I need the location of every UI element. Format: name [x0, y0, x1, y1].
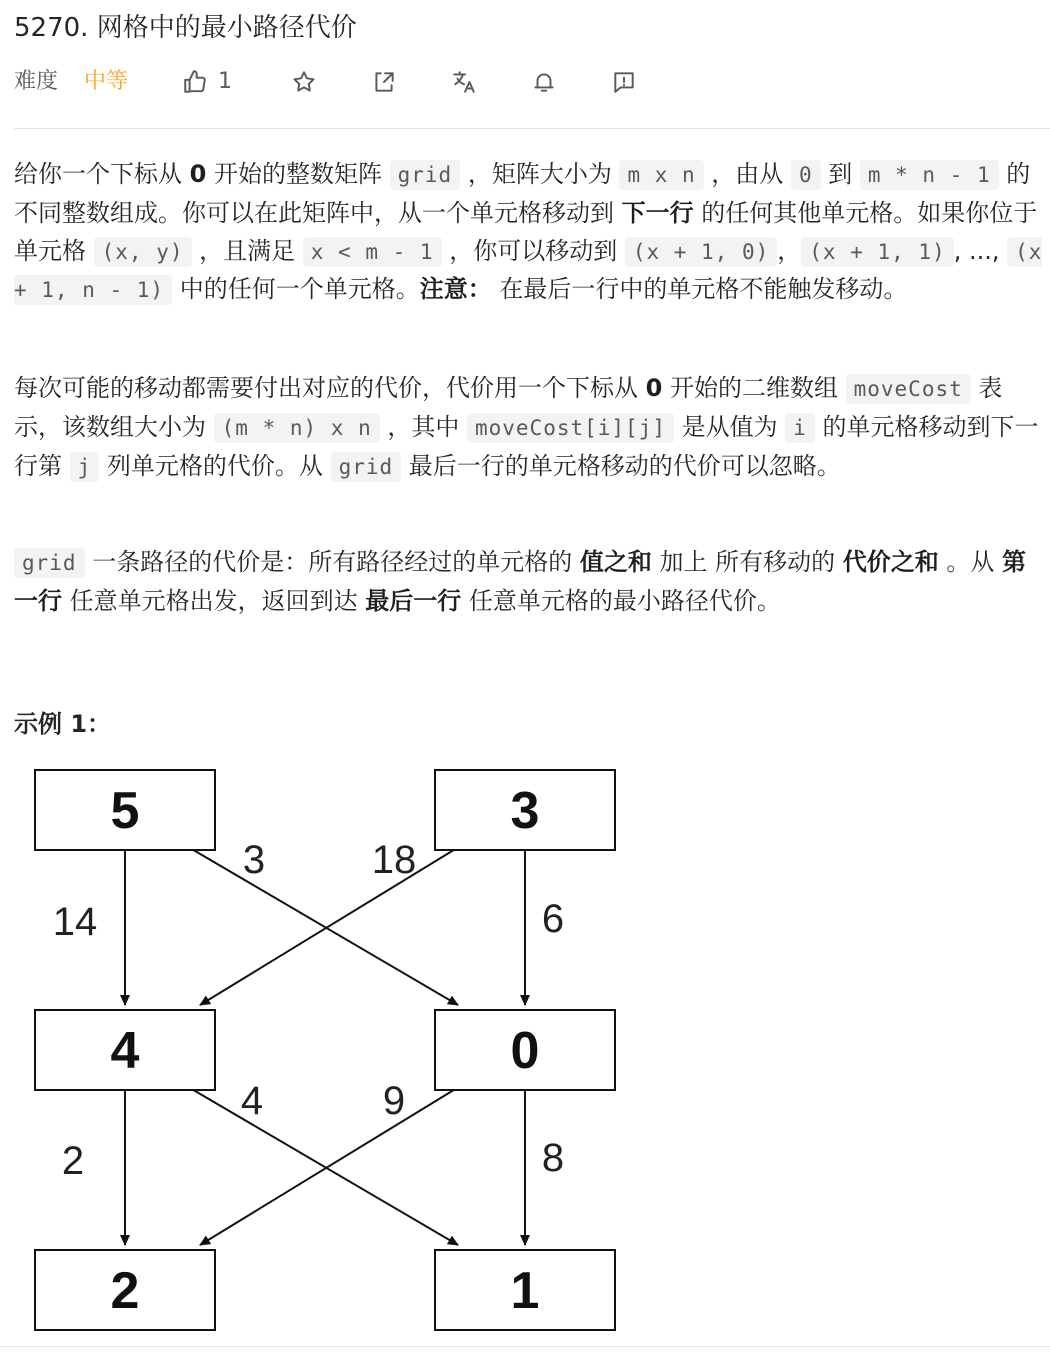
code-grid: grid [390, 160, 461, 190]
problem-meta-bar [14, 62, 654, 102]
difficulty-badge: 中等 [84, 69, 129, 94]
feedback-button[interactable] [610, 68, 638, 96]
edge-cost-label: 18 [371, 838, 417, 882]
code-movecost-ij: moveCost[i][j] [467, 413, 674, 443]
like-button[interactable] [182, 62, 232, 102]
favorite-button[interactable] [290, 68, 318, 96]
node-value: 5 [110, 782, 140, 840]
code-grid-2: grid [331, 452, 402, 482]
code-grid-3: grid [14, 548, 85, 578]
star-icon [291, 69, 317, 95]
bell-icon [531, 69, 557, 95]
edge-cost-label: 4 [240, 1079, 264, 1123]
edge-cost-label: 3 [242, 838, 266, 882]
translate-icon [451, 69, 477, 95]
code-m-x-n: m x n [619, 160, 703, 190]
edge-cost-label: 9 [382, 1079, 406, 1123]
node-value: 1 [510, 1262, 540, 1320]
code-move-1: (x + 1, 1) [801, 237, 953, 267]
code-size: (m * n) x n [214, 413, 380, 443]
bottom-divider [0, 1346, 1050, 1347]
node-value: 4 [110, 1022, 140, 1080]
node-value: 0 [510, 1022, 540, 1080]
thumbs-up-icon [182, 69, 208, 95]
feedback-icon [611, 69, 637, 95]
description-paragraph-1: 给你一个下标从 0 开始的整数矩阵 grid ，矩阵大小为 m x n ，由从 0 到 m * n - 1 的不同整数组成。你可以在此矩阵中，从一个单元格移动到 下一行 的任何其他单元格。如果你位于单元格 (x, y) ，且满足 x < m - 1 ，你可以移动到 (x + 1, 0) ， (x + 1, 1) , ..., (x + 1, n - 1) 中的任何一个单元格。注意： 在最后一行中的单元格不能触发移动。 [14, 160, 1043, 304]
code-move-n: (x + 1, n - 1) [14, 237, 1042, 306]
code-movecost: moveCost [846, 374, 971, 404]
share-button[interactable] [370, 68, 398, 96]
code-move-0: (x + 1, 0) [625, 237, 777, 267]
subscribe-button[interactable] [530, 68, 558, 96]
example-title: 示例 1： [14, 710, 112, 738]
code-condition: x < m - 1 [303, 237, 442, 267]
like-count: 1 [218, 69, 232, 94]
share-icon [371, 69, 397, 95]
difficulty-label: 难度 [14, 69, 59, 94]
code-j: j [70, 452, 100, 482]
code-i: i [785, 413, 815, 443]
problem-title: 5270. 网格中的最小路径代价 [14, 13, 357, 43]
node-value: 2 [110, 1262, 140, 1320]
code-x-y: (x, y) [94, 237, 192, 267]
description-paragraph-2: 每次可能的移动都需要付出对应的代价，代价用一个下标从 0 开始的二维数组 moveCost 表示，该数组大小为 (m * n) x n ，其中 moveCost[i][j] 是从值为 i 的单元格移动到下一行第 j 列单元格的代价。从 grid 最后一行的单元格移动的代价可以忽略。 [14, 374, 1039, 480]
node-value: 3 [510, 782, 540, 840]
edge-cost-label: 2 [61, 1139, 85, 1183]
example-diagram [20, 760, 640, 1340]
translate-button[interactable] [450, 68, 478, 96]
edge-cost-label: 6 [541, 897, 565, 941]
edge-cost-label: 14 [52, 900, 98, 944]
description-paragraph-3: grid 一条路径的代价是：所有路径经过的单元格的 值之和 加上 所有移动的 代价之和 。从 第一行 任意单元格出发，返回到达 最后一行 任意单元格的最小路径代价。 [14, 548, 1026, 615]
code-zero: 0 [791, 160, 821, 190]
edge-cost-label: 8 [541, 1136, 565, 1180]
header-divider [14, 128, 1050, 129]
code-mn-minus-1: m * n - 1 [860, 160, 999, 190]
